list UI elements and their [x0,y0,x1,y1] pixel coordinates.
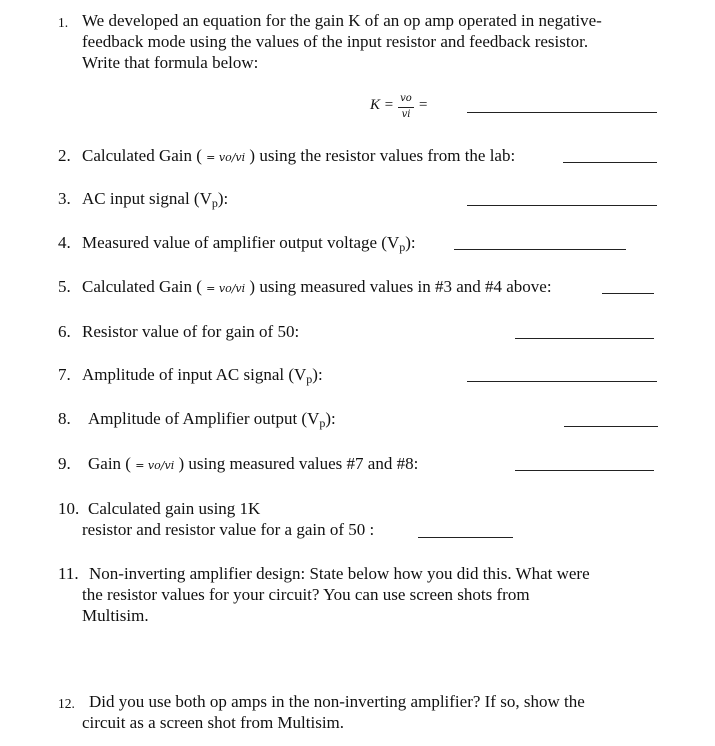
q1-text [82,10,602,73]
q3-pre: AC input signal (V [82,189,212,208]
q8-pre: Amplitude of Amplifier output (V [88,409,320,428]
q6-text: Resistor value of for gain of 50: [82,322,300,341]
formula-rhs: = [418,97,429,113]
q2-pre: Calculated Gain ( [82,146,202,165]
q6-number: 6. [58,322,71,341]
q9-ratio: = vo/vi [135,459,175,472]
q3-sub: p [211,196,218,210]
q9-answer-blank[interactable] [515,470,654,471]
q4-sub: p [399,240,406,254]
q7-post: ): [312,365,323,384]
q8-text [88,408,336,434]
q3-post: ): [217,189,229,208]
q8-sub: p [319,416,326,430]
q12-line-1: Did you use both op amps in the non-inverting amplifier? If so, show the [89,692,585,711]
q12-text [89,691,585,712]
q11-line-2: the resistor values for your circuit? You can use screen shots from [82,585,530,604]
q4-number: 4. [58,233,71,252]
formula-lhs: K = [370,97,394,113]
q7-pre: Amplitude of input AC signal (V [82,365,307,384]
q5-post: ) using measured values in #3 and #4 above: [249,277,552,296]
q2-ratio: = vo/vi [206,151,246,164]
formula-denominator: vi [401,109,411,120]
q2-answer-blank[interactable] [563,162,657,163]
q5-ratio: = vo/vi [206,282,246,295]
q4-pre: Measured value of amplifier output voltage (V [82,233,400,252]
q2-number: 2. [58,146,71,165]
q7-text [82,364,323,390]
q3-number: 3. [58,189,71,208]
q4-answer-blank[interactable] [454,249,626,250]
formula-numerator: vo [400,93,412,104]
q9-post: ) using measured values #7 and #8: [178,454,419,473]
q11-text [89,563,590,584]
q3-text [82,188,228,214]
q8-post: ): [325,409,336,428]
q1-line-1: We developed an equation for the gain K of an op amp operated in negative- [82,11,602,30]
q11-line-3: Multisim. [82,606,149,625]
q11-number: 11. [58,564,79,583]
q9-number: 9. [58,454,71,473]
q2-post: ) using the resistor values from the lab: [249,146,516,165]
q1-line-3: Write that formula below: [82,53,259,72]
q10-line-2: resistor and resistor value for a gain of 50 : [82,520,375,539]
q12-text-continued [82,712,344,733]
q8-number: 8. [58,409,71,428]
q7-answer-blank[interactable] [467,381,657,382]
q11-line-1: Non-inverting amplifier design: State below how you did this. What were [89,564,590,583]
q12-line-2: circuit as a screen shot from Multisim. [82,713,345,732]
q5-text [82,276,552,299]
q1-line-2: feedback mode using the values of the input resistor and feedback resistor. [82,32,589,51]
q9-pre: Gain ( [88,454,131,473]
q1-number: 1. [58,15,69,30]
q5-pre: Calculated Gain ( [82,277,202,296]
q8-answer-blank[interactable] [564,426,658,427]
q12-number: 12. [58,696,75,711]
q7-sub: p [306,372,313,386]
q1-answer-blank[interactable] [467,112,657,113]
q4-post: ): [405,233,416,252]
q5-number: 5. [58,277,71,296]
formula-fraction-bar [398,107,414,108]
q7-number: 7. [58,365,71,384]
q5-answer-blank[interactable] [602,293,654,294]
q11-text-continued [82,584,530,626]
q4-text [82,232,416,258]
q10-line-1: Calculated gain using 1K [88,499,261,518]
q2-text [82,145,515,168]
q9-text [88,453,418,476]
q10-number: 10. [58,499,80,518]
q10-answer-blank[interactable] [418,537,513,538]
q3-answer-blank[interactable] [467,205,657,206]
q6-answer-blank[interactable] [515,338,654,339]
